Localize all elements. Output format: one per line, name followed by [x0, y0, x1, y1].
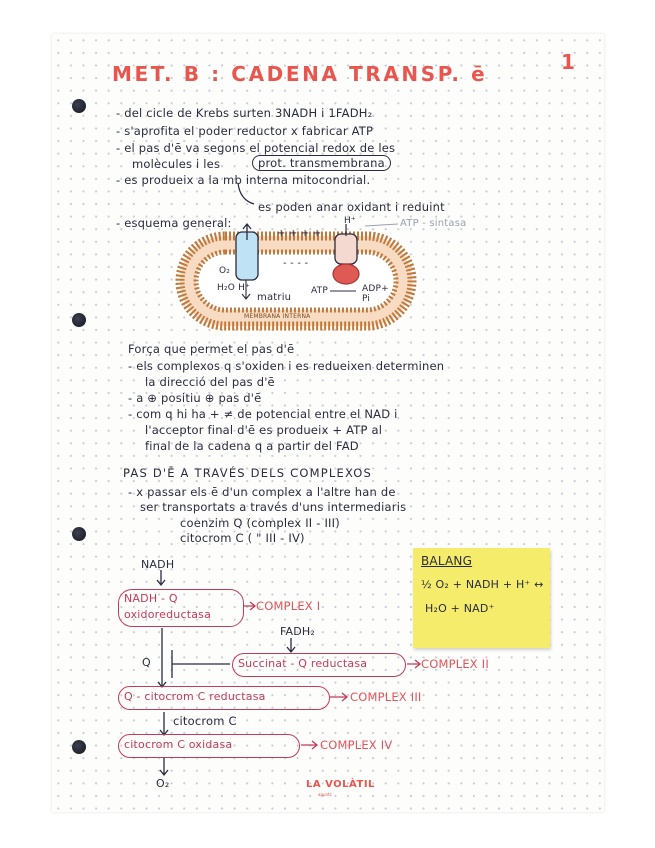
force-line: - com q hi ha + ≠ de potencial entre el NAD i [128, 407, 398, 421]
complex3-label: COMPLEX III [350, 690, 422, 704]
complex1-enzyme: oxidoreductasa [124, 608, 212, 621]
force-line: l'acceptor final d'ē es produeix + ATP al [145, 423, 383, 437]
atp-label: ATP [311, 286, 328, 296]
atp-synthase-label: ATP - sintasa [400, 218, 467, 229]
page-title: MET. B : CADENA TRANSP. ē [112, 62, 488, 86]
sticky-line: H₂O + NAD⁺ [425, 602, 495, 615]
force-heading: Força que permet el pas d'ē [128, 342, 295, 356]
complex4-label: COMPLEX IV [320, 738, 393, 752]
sticky-title: BALANG [421, 554, 473, 568]
proton-top: H⁺ [344, 216, 356, 226]
pink-arrow [301, 741, 317, 749]
pas-heading: PAS D'Ē A TRAVÉS DELS COMPLEXOS [123, 466, 373, 480]
intro-line: - es produeix a la mb interna mitocondrial. [116, 173, 371, 187]
diagram-label: - esquema general: [116, 216, 232, 230]
o2-final: O₂ [156, 777, 170, 790]
intro-line: - del cicle de Krebs surten 3NADH i 1FADH₂ [116, 106, 373, 120]
page-number: 1 [561, 50, 576, 74]
down-arrow [160, 758, 168, 775]
complex4-enzyme: citocrom C oxidasa [124, 738, 233, 751]
atp-synthase-head [333, 264, 359, 284]
pas-line: - x passar els ē d'un complex a l'altre han de [128, 485, 396, 499]
atp-synthase-pointer [365, 224, 398, 226]
intro-line: - s'aprofita el poder reductor x fabricar ATP [116, 124, 374, 138]
intro-line: molècules i les [132, 157, 221, 171]
o2-label: O₂ [219, 266, 231, 276]
intro-line: - el pas d'ē va segons el potencial redox de les [116, 141, 396, 155]
fadh2-label: FADH₂ [280, 625, 315, 638]
intermediary: coenzim Q (complex II - III) [180, 516, 340, 530]
intermediary: citocrom C ( " III - IV) [180, 531, 305, 545]
force-line: la direcció del pas d'ē [145, 375, 275, 389]
down-arrow [287, 638, 295, 652]
force-line: final de la cadena q a partir del FAD [145, 439, 359, 453]
force-line: - els complexos q s'oxiden i es redueixen determinen [128, 359, 445, 373]
force-line: - a ⊕ positiu ⊕ pas d'ē [128, 391, 262, 405]
pink-arrow [330, 693, 347, 701]
intro-note: es poden anar oxidant i reduint [258, 200, 445, 214]
brand-sub: apunts [318, 792, 332, 797]
sticky-note [413, 548, 550, 648]
atp-synthase-stalk [335, 234, 357, 264]
membrane-label: MEMBRANA INTERNA [244, 313, 311, 320]
adp-label: ADP+ Pi [362, 284, 389, 304]
complex1-label: COMPLEX I [256, 599, 321, 613]
transmembrane-box: prot. transmembrana [252, 155, 391, 171]
pink-arrow [407, 660, 420, 668]
nadh-label: NADH [141, 558, 175, 571]
sticky-line: ½ O₂ + NADH + H⁺ ↔ [421, 578, 544, 591]
complex2-label: COMPLEX II [421, 657, 489, 671]
down-arrow [158, 628, 166, 687]
h2o-label: H₂O H⁺ [217, 283, 251, 293]
complex3-enzyme: Q - citocrom C reductasa [124, 690, 266, 703]
matrix-label: matriu [257, 292, 292, 303]
q-label: Q [142, 656, 151, 669]
complex1-enzyme: NADH - Q [124, 592, 178, 605]
minus-charges: - - - - [283, 258, 309, 269]
down-arrow [160, 712, 168, 735]
brand-logo: LA VOLÀTIL [306, 779, 375, 790]
complex2-enzyme: Succinat - Q reductasa [238, 657, 368, 670]
citocrom-label: citocrom C [173, 714, 237, 728]
plus-charges: + + + + [277, 228, 322, 239]
pas-line: ser transportats a través d'uns intermediaris [140, 500, 407, 514]
down-arrow [157, 570, 165, 585]
note-arrow [238, 183, 254, 204]
pink-arrow [244, 602, 255, 610]
